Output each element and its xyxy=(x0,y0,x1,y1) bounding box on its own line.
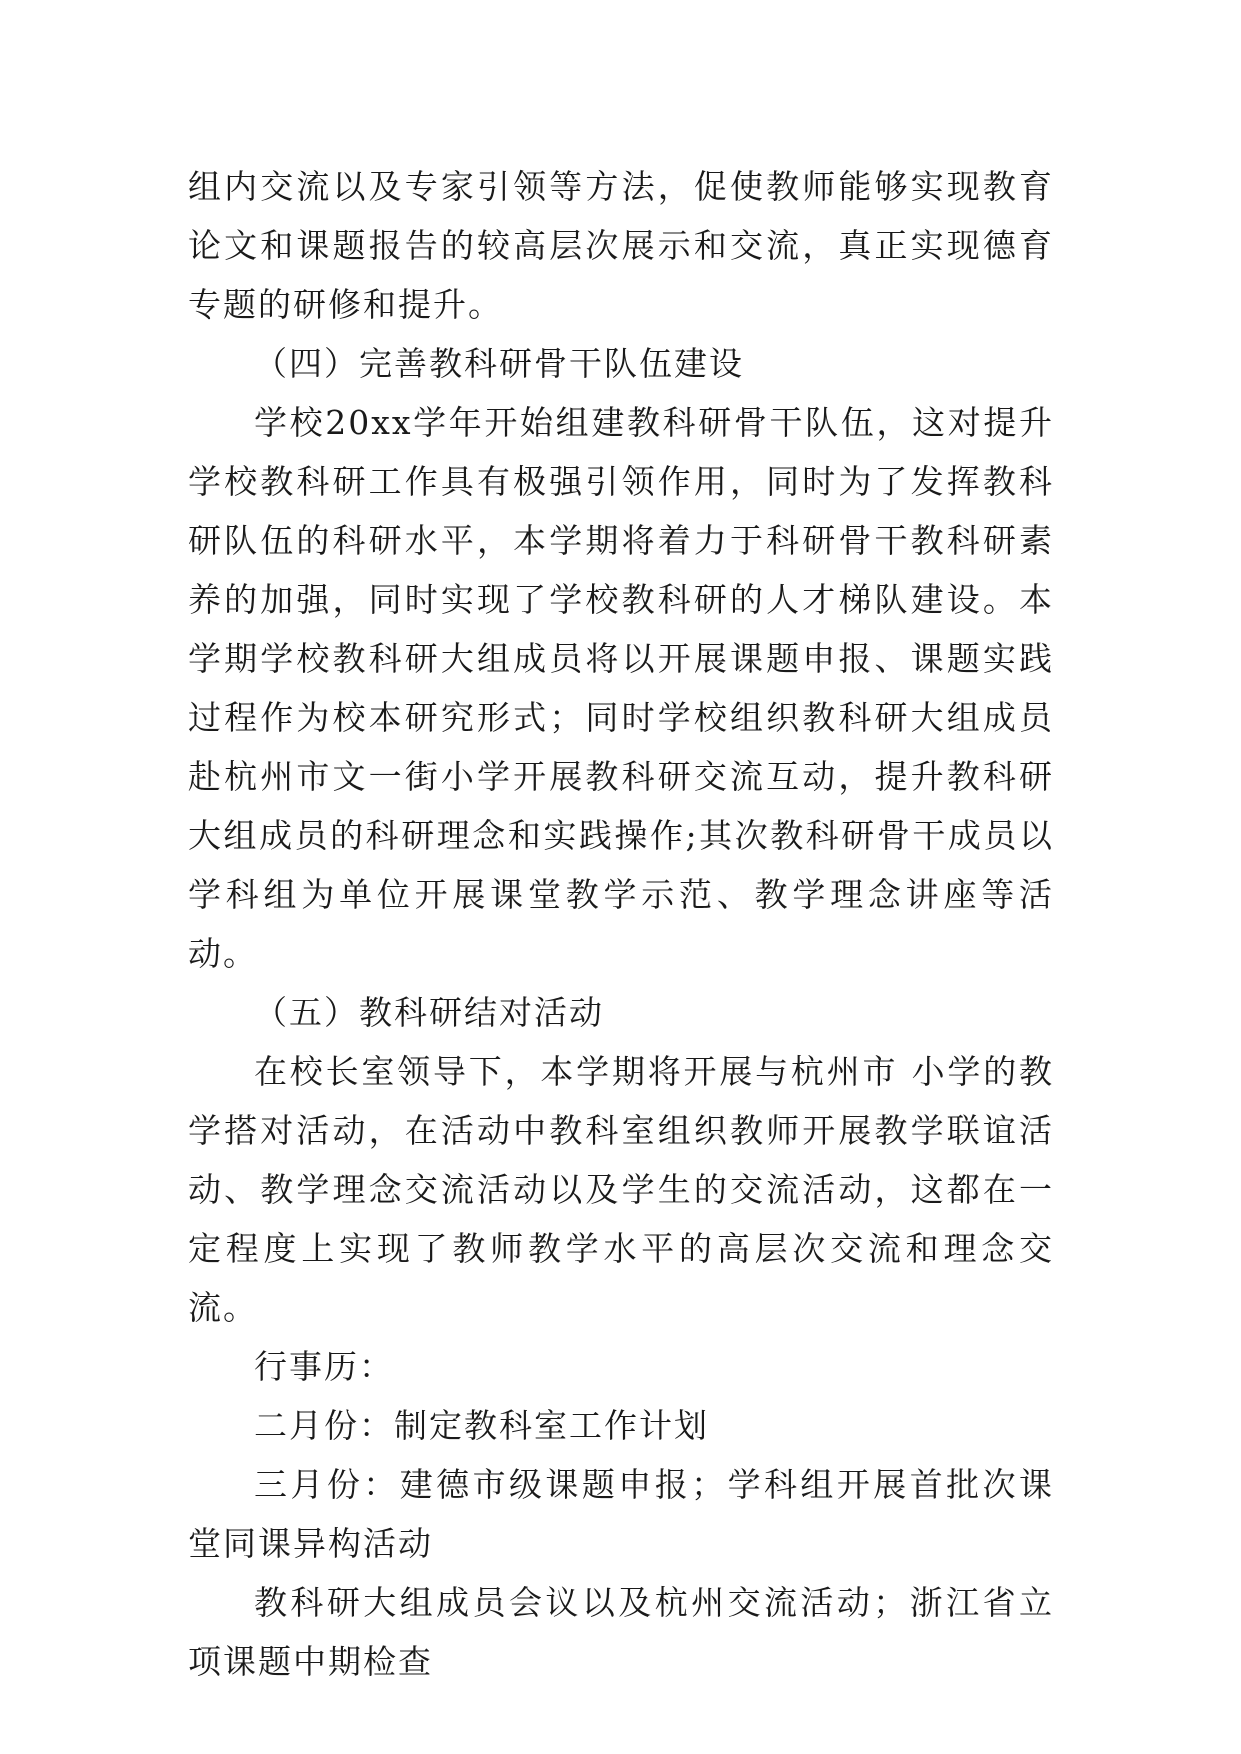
calendar-item-meeting: 教科研大组成员会议以及杭州交流活动；浙江省立项课题中期检查 xyxy=(188,1583,1054,1681)
paragraph-pairing-activity: 在校长室领导下，本学期将开展与杭州市 小学的教学搭对活动，在活动中教科室组织教师开展教学联谊活动、教学理念交流活动以及学生的交流活动，这都在一定程度上实现了教师教学水平的高层次交流和理念交流。 xyxy=(188,1052,1054,1327)
section-heading-4: （四）完善教科研骨干队伍建设 xyxy=(254,344,744,383)
calendar-heading: 行事历： xyxy=(254,1347,394,1386)
calendar-item-february: 二月份：制定教科室工作计划 xyxy=(254,1406,709,1445)
calendar-item-march: 三月份：建德市级课题申报；学科组开展首批次课堂同课异构活动 xyxy=(188,1465,1054,1563)
paragraph-backbone-team: 学校20xx学年开始组建教科研骨干队伍，这对提升学校教科研工作具有极强引领作用，同时为了发挥教科研队伍的科研水平，本学期将着力于科研骨干教科研素养的加强，同时实现了学校教科研的人才梯队建设。本学期学校教科研大组成员将以开展课题申报、课题实践过程作为校本研究形式；同时学校组织教科研大组成员赴杭州市文一街小学开展教科研交流互动，提升教科研大组成员的科研理念和实践操作;其次教科研骨干成员以学科组为单位开展课堂教学示范、教学理念讲座等活动。 xyxy=(188,403,1054,973)
paragraph-continuation: 组内交流以及专家引领等方法，促使教师能够实现教育论文和课题报告的较高层次展示和交流，真正实现德育专题的研修和提升。 xyxy=(188,167,1054,324)
document-body xyxy=(188,157,1054,1691)
section-heading-5: （五）教科研结对活动 xyxy=(254,993,604,1032)
